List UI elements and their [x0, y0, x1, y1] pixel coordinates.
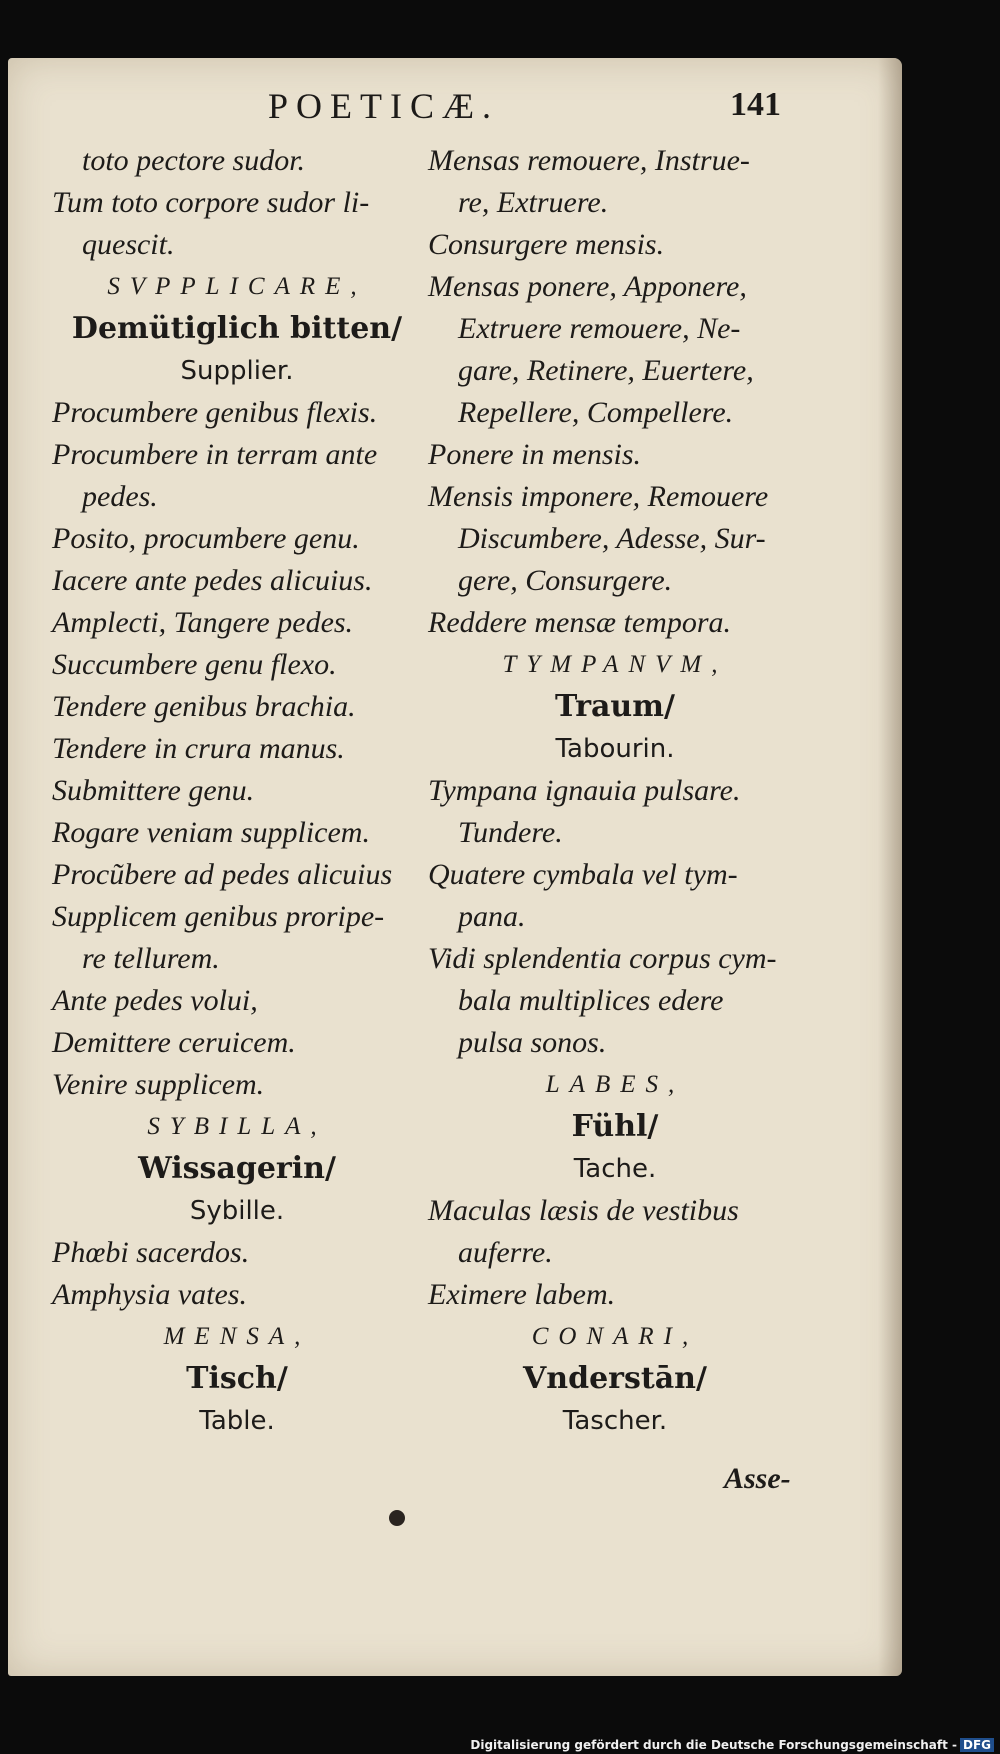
text-line: Iacere ante pedes alicuius. [52, 564, 373, 597]
text-line: Extruere remouere, Ne- [458, 312, 741, 345]
text-line: Vidi splendentia corpus cym- [428, 942, 777, 975]
text-line: pedes. [82, 480, 158, 513]
page-number: 141 [730, 86, 781, 123]
text-line: gere, Consurgere. [458, 564, 673, 597]
text-line: Tympana ignauia pulsare. [428, 774, 741, 807]
german-gloss: Wissagerin/ [138, 1151, 336, 1186]
german-gloss: Fühl/ [571, 1109, 659, 1144]
text-line: Amphysia vates. [52, 1278, 247, 1311]
german-gloss: Tisch/ [186, 1361, 288, 1396]
text-line: Quatere cymbala vel tym- [428, 858, 738, 891]
text-line: quescit. [82, 228, 175, 261]
text-line: re tellurem. [82, 942, 220, 975]
text-line: Eximere labem. [428, 1278, 616, 1311]
text-line: Tendere genibus brachia. [52, 690, 356, 723]
text-line: toto pectore sudor. [82, 144, 306, 177]
text-line: Repellere, Compellere. [458, 396, 734, 429]
french-gloss: Tascher. [562, 1406, 668, 1436]
credit-text: Digitalisierung gefördert durch die Deutsche Forschungsgemeinschaft - [470, 1738, 957, 1752]
text-line: Amplecti, Tangere pedes. [52, 606, 354, 639]
text-line: Submittere genu. [52, 774, 255, 807]
text-line: Reddere mensæ tempora. [428, 606, 731, 639]
text-line: Procumbere genibus flexis. [52, 396, 378, 429]
text-line: Maculas læsis de vestibus [428, 1194, 739, 1227]
text-line: pulsa sonos. [458, 1026, 607, 1059]
text-line: Ante pedes volui, [52, 984, 258, 1017]
text-line: Consurgere mensis. [428, 228, 665, 261]
digitization-credit [470, 1738, 994, 1752]
text-line: Mensis imponere, Remouere [428, 480, 769, 513]
text-line: Discumbere, Adesse, Sur- [458, 522, 766, 555]
text-line: auferre. [458, 1236, 553, 1269]
text-line: Demittere ceruicem. [52, 1026, 296, 1059]
ink-spot [389, 1510, 405, 1526]
text-line: Procũbere ad pedes alicuius [52, 858, 393, 891]
text-line: Mensas ponere, Apponere, [428, 270, 747, 303]
text-line: re, Extruere. [458, 186, 609, 219]
text-line: Tum toto corpore sudor li- [52, 186, 370, 219]
left-text-column [52, 140, 422, 1442]
headword: SVPPLICARE, [107, 273, 367, 300]
french-gloss: Sybille. [189, 1196, 285, 1226]
text-line: Phœbi sacerdos. [52, 1236, 250, 1269]
text-line: Tundere. [458, 816, 563, 849]
text-line: Ponere in mensis. [428, 438, 642, 471]
text-line: bala multiplices edere [458, 984, 724, 1017]
german-gloss: Traum/ [555, 689, 675, 724]
headword: MENSA, [163, 1323, 311, 1350]
french-gloss: Supplier. [180, 356, 294, 386]
german-gloss: Vnderstān/ [523, 1361, 707, 1396]
text-line: Venire supplicem. [52, 1068, 265, 1101]
text-line: Tendere in crura manus. [52, 732, 345, 765]
french-gloss: Tabourin. [555, 734, 675, 764]
text-line: Procumbere in terram ante [52, 438, 378, 471]
text-line: Supplicem genibus proripe- [52, 900, 385, 933]
text-line: Posito, procumbere genu. [52, 522, 360, 555]
text-line: Succumbere genu flexo. [52, 648, 337, 681]
text-line: gare, Retinere, Euertere, [458, 354, 754, 387]
headword: LABES, [545, 1071, 685, 1098]
french-gloss: Tache. [573, 1154, 657, 1184]
running-header: POETICÆ. [268, 86, 500, 126]
text-line: pana. [458, 900, 526, 933]
text-line: Rogare veniam supplicem. [52, 816, 370, 849]
catchword: Asse- [724, 1462, 791, 1495]
dfg-logo: DFG [960, 1738, 994, 1752]
right-text-column [428, 140, 802, 1442]
headword: CONARI, [531, 1323, 699, 1350]
french-gloss: Table. [199, 1406, 275, 1436]
page-edge-shadow [878, 58, 902, 1676]
headword: SYBILLA, [147, 1113, 327, 1140]
text-line: Mensas remouere, Instrue- [428, 144, 750, 177]
headword: TYMPANVM, [502, 651, 728, 678]
german-gloss: Demütiglich bitten/ [71, 311, 403, 346]
